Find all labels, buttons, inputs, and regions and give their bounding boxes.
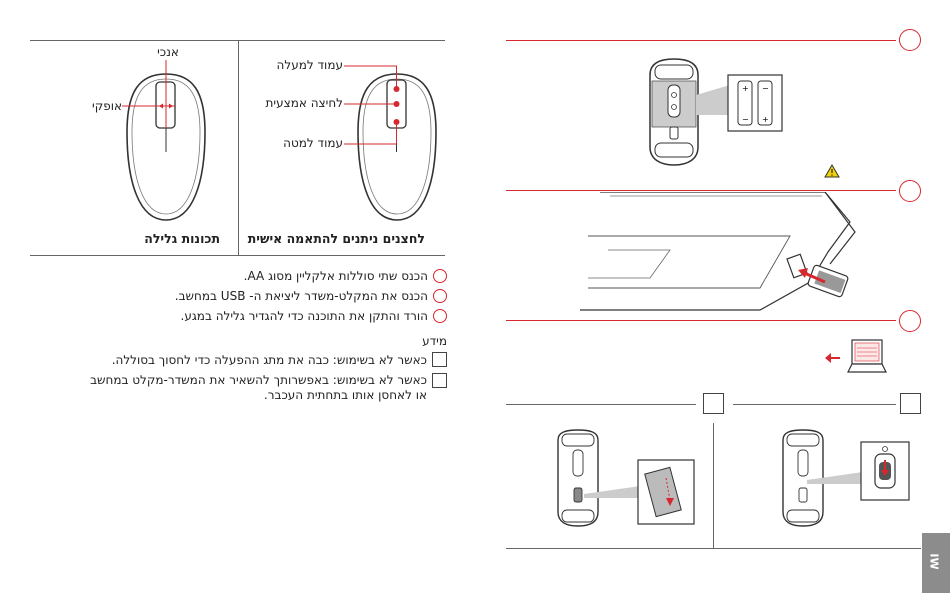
- svg-text:−: −: [742, 115, 749, 124]
- download-arrow-icon: [825, 352, 841, 364]
- section-1-rule: [506, 40, 896, 41]
- info-item-1-checkbox: [432, 352, 447, 367]
- svg-text:−: −: [762, 84, 769, 93]
- steps-list: [150, 266, 447, 326]
- step-1-marker: [433, 269, 447, 283]
- step-2-text: הכנס את המקלט-משדר ליציאת ה- USB במחשב.: [174, 289, 428, 303]
- section-2-number-circle: [899, 180, 921, 202]
- section-1-number-circle: [899, 29, 921, 51]
- info-item-2-line-1: כאשר לא בשימוש: באפשרותך להשאיר את המשדר-מקלט במחשב: [90, 373, 427, 387]
- info-item-1-text: כאשר לא בשימוש: כבה את מתג ההפעלה כדי לחסוך בסוללה.: [111, 353, 427, 367]
- info-column-divider: [713, 423, 714, 548]
- label-page-down: עמוד למטה: [283, 136, 343, 150]
- info-right-checkbox: [900, 393, 921, 414]
- step-3-marker: [433, 309, 447, 323]
- label-horizontal: אופקי: [92, 99, 122, 113]
- section-3-rule: [506, 320, 896, 321]
- personalize-caption: לחצנים ניתנים להתאמה אישית: [247, 231, 425, 246]
- power-switch-illustration: [775, 428, 915, 528]
- scroll-caption: תכונות גלילה: [144, 231, 220, 246]
- panel-divider: [238, 40, 239, 255]
- info-left-rule: [506, 404, 696, 405]
- info-item-2-line-2: או לאחסן אותו בתחתית העכבר.: [263, 388, 427, 402]
- step-1: [150, 266, 447, 286]
- battery-illustration: [640, 55, 790, 170]
- info-item-2-checkbox: [432, 373, 447, 388]
- laptop-software-icon: [846, 338, 888, 378]
- receiver-storage-illustration: [550, 428, 700, 528]
- warning-icon: [824, 164, 840, 178]
- svg-text:+: +: [742, 84, 749, 93]
- step-3: [150, 306, 447, 326]
- step-1-text: הכנס שתי סוללות אלקליין מסוג AA.: [243, 269, 428, 283]
- right-bottom-rule: [506, 548, 921, 549]
- info-left-checkbox: [703, 393, 724, 414]
- svg-text:+: +: [762, 115, 769, 124]
- language-tab-label: IW: [927, 553, 941, 570]
- language-tab: [922, 533, 950, 593]
- info-item-1: [90, 352, 447, 368]
- laptop-usb-illustration: [560, 192, 860, 316]
- section-2-rule: [506, 190, 896, 191]
- info-item-2: [60, 373, 447, 403]
- info-heading: מידע: [422, 334, 447, 348]
- step-2: [150, 286, 447, 306]
- step-3-text: הורד והתקן את התוכנה כדי להגדיר גלילה במגע.: [180, 309, 428, 323]
- label-vertical: אנכי: [157, 45, 179, 59]
- info-right-rule: [733, 404, 896, 405]
- section-3-number-circle: [899, 310, 921, 332]
- label-page-up: עמוד למעלה: [276, 58, 343, 72]
- scroll-mouse-illustration: [30, 42, 235, 232]
- step-2-marker: [433, 289, 447, 303]
- label-middle-click: לחיצה אמצעית: [265, 96, 343, 110]
- bottom-divider: [30, 255, 445, 256]
